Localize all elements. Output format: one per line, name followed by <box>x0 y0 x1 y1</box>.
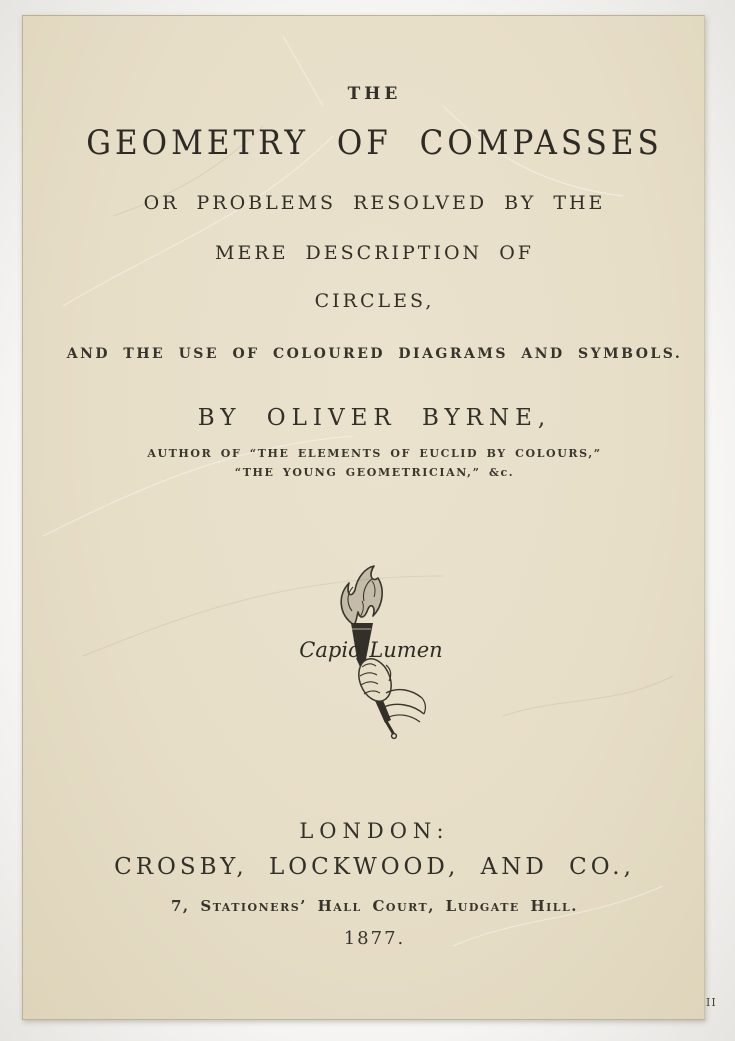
author-byline: BY OLIVER BYRNE, <box>197 405 552 431</box>
imprint-year: 1877. <box>343 928 406 949</box>
subtitle-line-3: CIRCLES, <box>314 290 435 312</box>
hand-icon <box>353 654 425 722</box>
vignette-motto-left: Capio <box>299 638 361 662</box>
subtitle-line-4: AND THE USE OF COLOURED DIAGRAMS AND SYMBOLS. <box>66 346 683 362</box>
imprint-address: 7, Stationers’ Hall Court, Ludgate Hill. <box>170 897 578 915</box>
subtitle-line-2: MERE DESCRIPTION OF <box>215 242 534 264</box>
imprint-city: LONDON: <box>299 819 450 843</box>
torch-in-hand-vignette <box>294 557 459 742</box>
page-margin-number: II <box>706 996 717 1009</box>
imprint-publisher: CROSBY, LOCKWOOD, AND CO., <box>114 854 635 880</box>
flame-icon <box>341 566 382 625</box>
subtitle-line-1: OR PROBLEMS RESOLVED BY THE <box>143 192 606 214</box>
author-credit-line-2: “THE YOUNG GEOMETRICIAN,” &c. <box>234 466 515 479</box>
title-article: THE <box>347 84 402 104</box>
book-title: GEOMETRY OF COMPASSES <box>86 123 663 163</box>
vignette-motto-right: Lumen <box>369 638 443 662</box>
title-page-paper <box>22 15 705 1020</box>
author-credit-line-1: AUTHOR OF “THE ELEMENTS OF EUCLID BY COLOURS,” <box>147 447 602 460</box>
